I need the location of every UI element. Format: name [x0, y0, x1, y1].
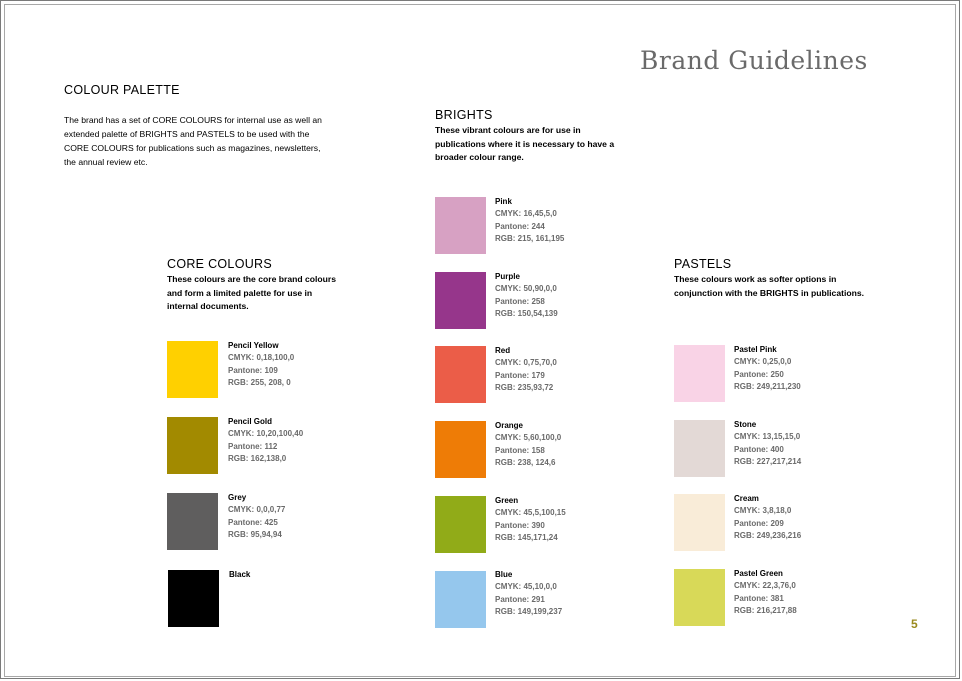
swatch-pencil-yellow	[167, 341, 218, 398]
swatch-cream	[674, 494, 725, 551]
colour-pantone: Pantone: 244	[495, 221, 545, 231]
swatch-stone	[674, 420, 725, 477]
colour-cmyk: CMYK: 0,75,70,0	[495, 358, 557, 368]
swatch-grey	[167, 493, 218, 550]
colour-rgb: RGB: 149,199,237	[495, 606, 563, 616]
colour-name: Black	[229, 570, 251, 579]
colour-cmyk: CMYK: 16,45,5,0	[495, 209, 557, 219]
colour-info-red	[495, 345, 557, 394]
colour-cmyk: CMYK: 50,90,0,0	[495, 284, 557, 294]
swatch-pastel-pink	[674, 345, 725, 402]
colour-cmyk: CMYK: 22,3,76,0	[734, 581, 796, 591]
colour-pantone: Pantone: 179	[495, 370, 545, 380]
swatch-pencil-gold	[167, 417, 218, 474]
colour-info-pastel-green	[734, 568, 797, 617]
colour-name: Green	[495, 496, 519, 505]
colour-info-blue	[495, 569, 562, 618]
colour-pantone: Pantone: 109	[228, 365, 278, 375]
colour-name: Pink	[495, 197, 512, 206]
colour-rgb: RGB: 255, 208, 0	[228, 377, 291, 387]
colour-name: Blue	[495, 570, 513, 579]
colour-palette-intro: The brand has a set of CORE COLOURS for internal use as well an extended palette of BRIGHTS and PASTELS to be used with the CORE COLOURS for publications such as magazines, newsletters, the annual review etc.	[64, 115, 322, 167]
colour-pantone: Pantone: 381	[734, 593, 784, 603]
swatch-blue	[435, 571, 486, 628]
colour-info-stone	[734, 419, 801, 468]
colour-name: Purple	[495, 272, 520, 281]
colour-name: Grey	[228, 493, 247, 502]
colour-pantone: Pantone: 258	[495, 296, 545, 306]
colour-rgb: RGB: 249,236,216	[734, 530, 802, 540]
colour-rgb: RGB: 145,171,24	[495, 532, 558, 542]
colour-cmyk: CMYK: 13,15,15,0	[734, 432, 801, 442]
colour-pantone: Pantone: 250	[734, 369, 784, 379]
colour-info-green	[495, 495, 566, 544]
colour-rgb: RGB: 215, 161,195	[495, 233, 565, 243]
colour-name: Pencil Gold	[228, 417, 273, 426]
colour-name: Orange	[495, 421, 524, 430]
colour-info-pencil-yellow	[228, 340, 294, 389]
page-title: Brand Guidelines	[640, 46, 868, 75]
colour-cmyk: CMYK: 0,18,100,0	[228, 353, 295, 363]
colour-rgb: RGB: 235,93,72	[495, 382, 554, 392]
colour-info-grey	[228, 492, 285, 541]
colour-cmyk: CMYK: 0,0,0,77	[228, 505, 286, 515]
core-colours-heading: CORE COLOURS	[167, 257, 273, 271]
colour-rgb: RGB: 238, 124,6	[495, 457, 556, 467]
colour-info-pencil-gold	[228, 416, 303, 465]
colour-name: Cream	[734, 494, 759, 503]
colour-cmyk: CMYK: 3,8,18,0	[734, 506, 792, 516]
colour-info-pastel-pink	[734, 344, 801, 393]
colour-pantone: Pantone: 291	[495, 594, 545, 604]
core-colours-description: These colours are the core brand colours and form a limited palette for use in internal documents.	[167, 274, 337, 311]
colour-info-pink	[495, 196, 564, 245]
colour-rgb: RGB: 95,94,94	[228, 529, 282, 539]
colour-rgb: RGB: 162,138,0	[228, 453, 287, 463]
colour-rgb: RGB: 249,211,230	[734, 381, 801, 391]
colour-cmyk: CMYK: 0,25,0,0	[734, 357, 792, 367]
colour-name: Pastel Pink	[734, 345, 777, 354]
colour-rgb: RGB: 216,217,88	[734, 605, 797, 615]
colour-info-cream	[734, 493, 801, 542]
colour-pantone: Pantone: 112	[228, 441, 278, 451]
colour-name: Red	[495, 346, 511, 355]
colour-name: Pencil Yellow	[228, 341, 279, 350]
colour-palette-heading: COLOUR PALETTE	[64, 83, 180, 97]
colour-cmyk: CMYK: 45,10,0,0	[495, 582, 557, 592]
colour-pantone: Pantone: 390	[495, 520, 545, 530]
swatch-pastel-green	[674, 569, 725, 626]
colour-pantone: Pantone: 158	[495, 445, 545, 455]
colour-pantone: Pantone: 425	[228, 517, 278, 527]
colour-info-black	[229, 569, 250, 581]
colour-pantone: Pantone: 400	[734, 444, 784, 454]
colour-name: Pastel Green	[734, 569, 783, 578]
brights-heading: BRIGHTS	[435, 108, 493, 122]
brights-description: These vibrant colours are for use in publications where it is necessary to have a broader colour range.	[435, 125, 615, 162]
colour-pantone: Pantone: 209	[734, 518, 784, 528]
colour-rgb: RGB: 150,54,139	[495, 308, 558, 318]
swatch-green	[435, 496, 486, 553]
colour-cmyk: CMYK: 10,20,100,40	[228, 429, 304, 439]
page-number: 5	[911, 617, 918, 631]
swatch-pink	[435, 197, 486, 254]
colour-cmyk: CMYK: 45,5,100,15	[495, 508, 566, 518]
pastels-description: These colours work as softer options in conjunction with the BRIGHTS in publications.	[674, 274, 865, 298]
colour-name: Stone	[734, 420, 757, 429]
colour-info-orange	[495, 420, 561, 469]
swatch-red	[435, 346, 486, 403]
swatch-black	[168, 570, 219, 627]
colour-cmyk: CMYK: 5,60,100,0	[495, 433, 562, 443]
swatch-orange	[435, 421, 486, 478]
pastels-heading: PASTELS	[674, 257, 732, 271]
swatch-purple	[435, 272, 486, 329]
colour-rgb: RGB: 227,217,214	[734, 456, 802, 466]
colour-info-purple	[495, 271, 558, 320]
